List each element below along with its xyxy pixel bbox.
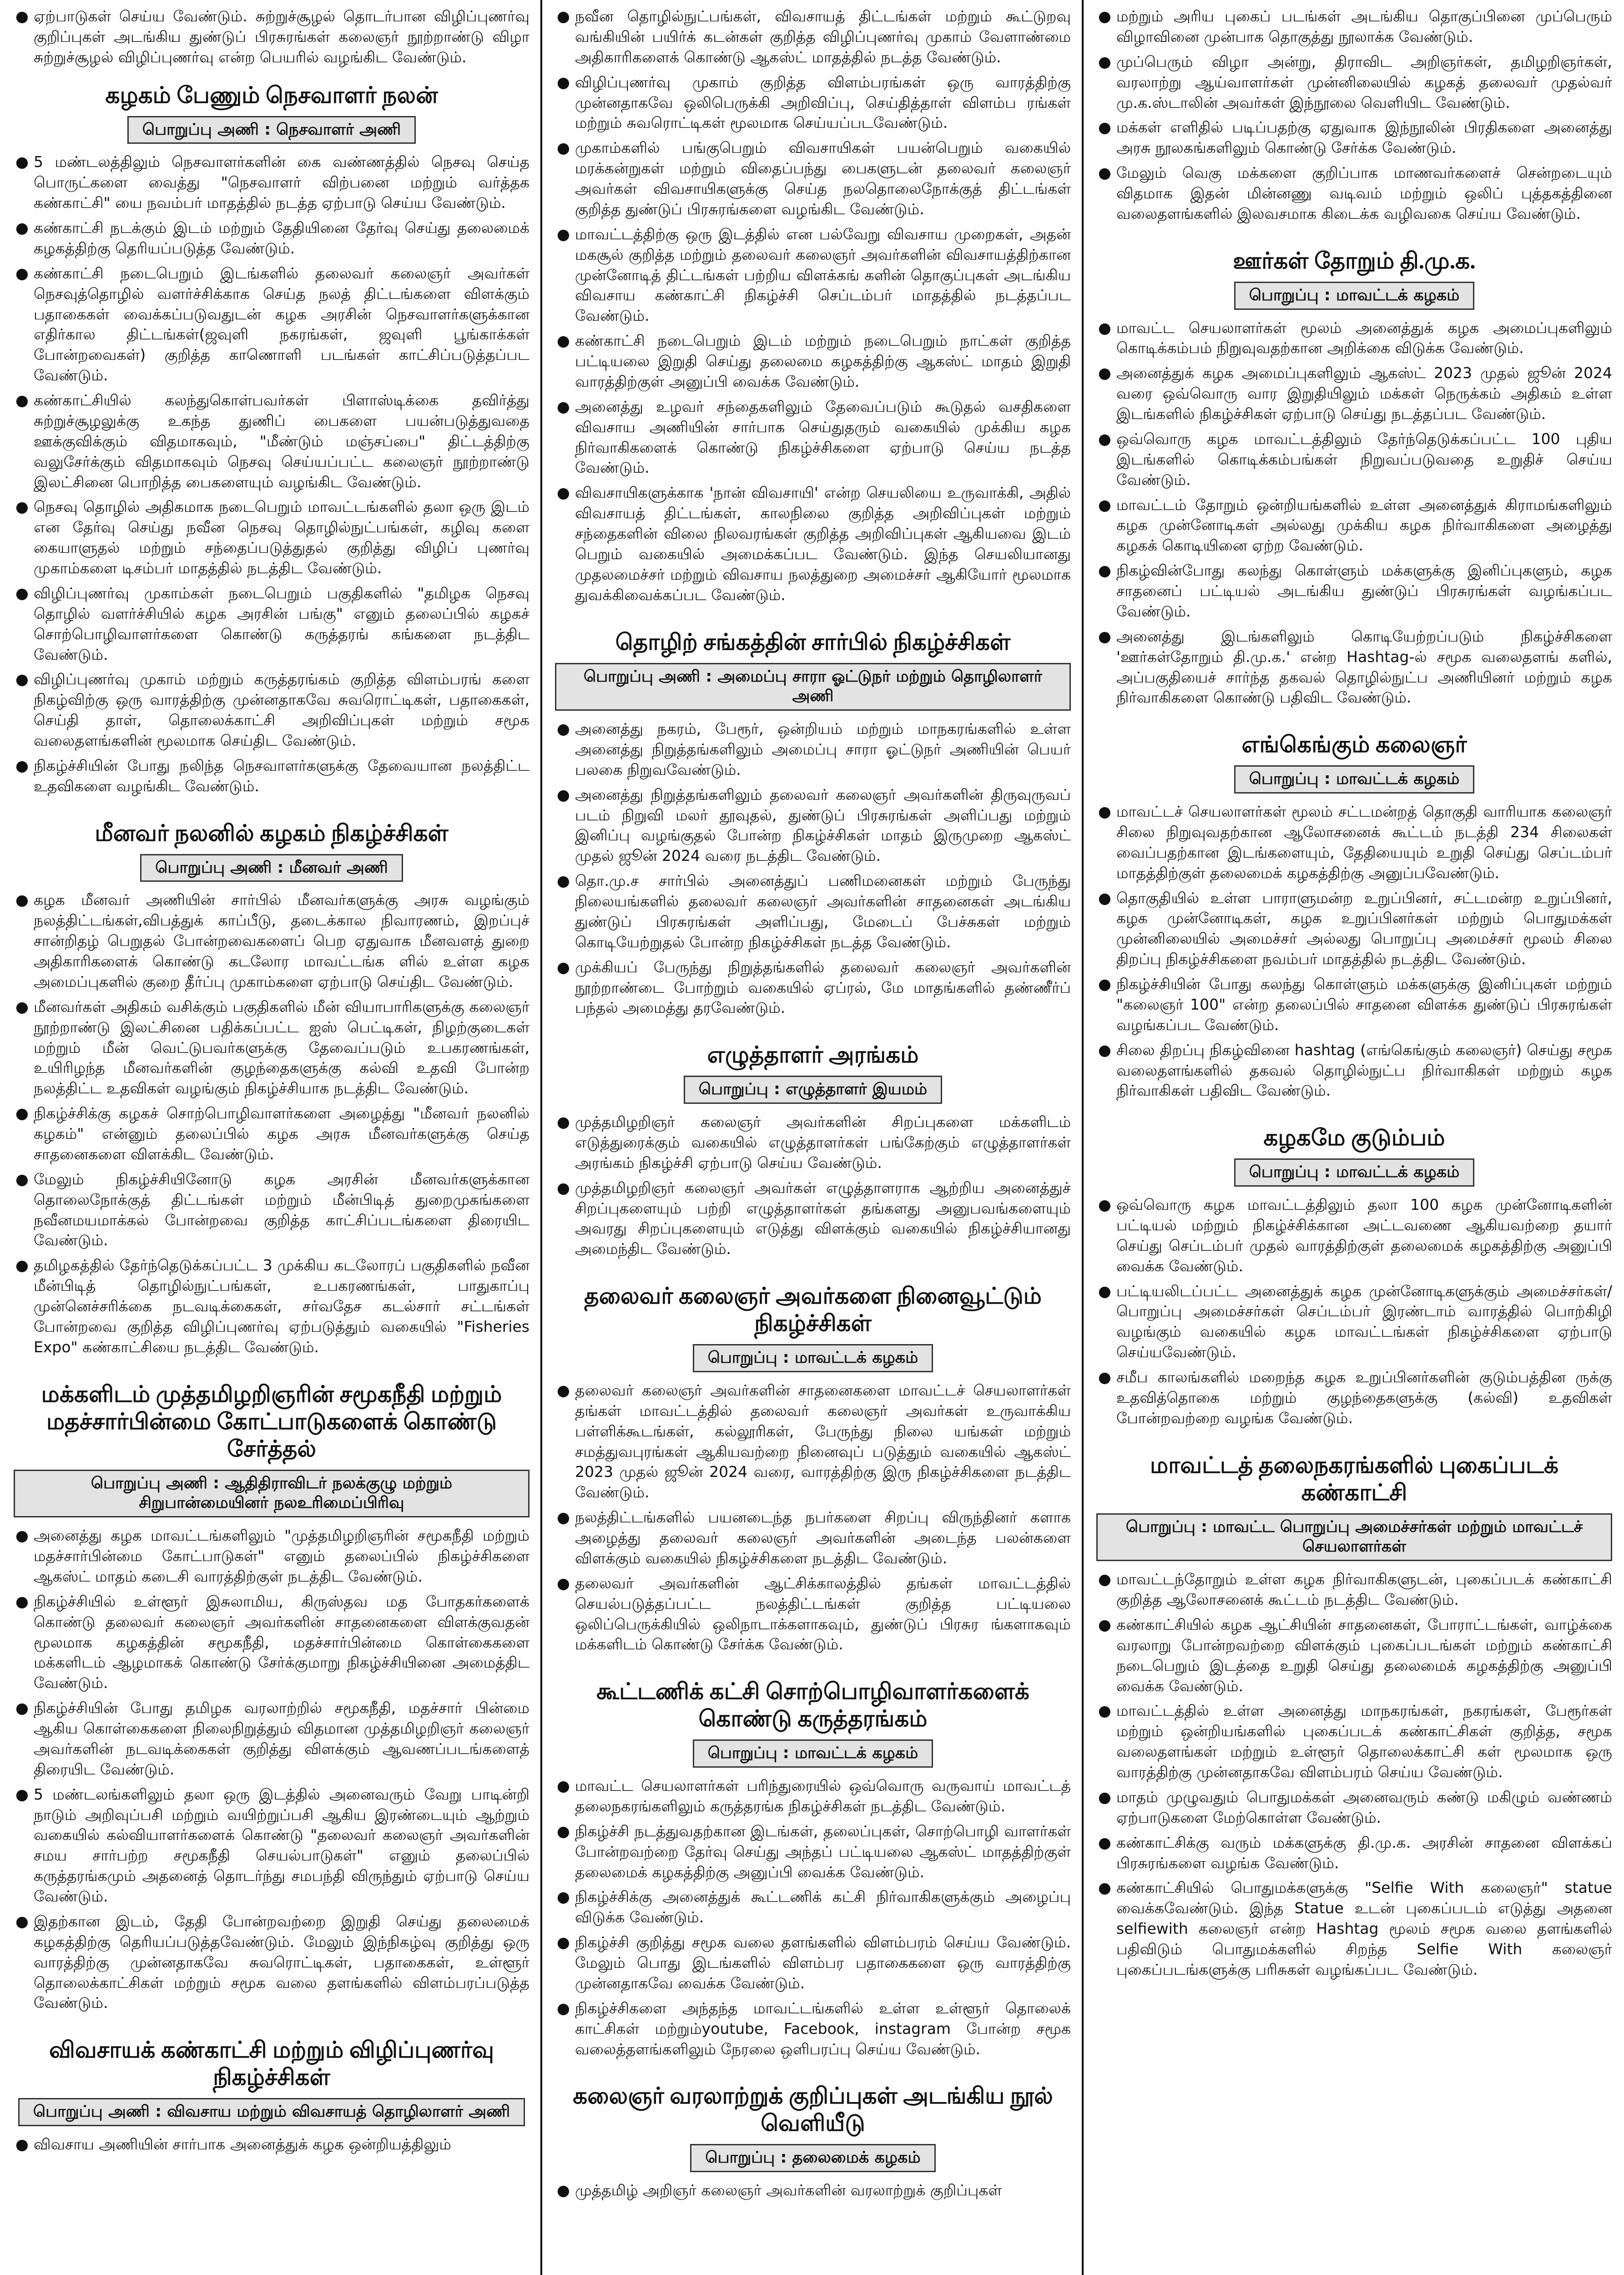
agri-responsible-box: பொறுப்பு அணி : விவசாய மற்றும் விவசாயத் தொழிலாளர் அணி	[18, 2098, 525, 2126]
labour-list	[555, 719, 1071, 1018]
photo-list	[1096, 1569, 1612, 1980]
agri-section-title: விவசாயக் கண்காட்சி மற்றும் விழிப்புணர்வு நிகழ்ச்சிகள்	[49, 2037, 494, 2090]
family-responsible-box: பொறுப்பு : மாவட்டக் கழகம்	[1234, 1158, 1475, 1187]
everywhere-section-title: எங்கெங்கும் கலைஞர்	[1241, 732, 1467, 758]
alliance-item: ● மாவட்ட செயலாளர்கள் பரிந்துரையில் ஒவ்வொரு வருவாய் மாவட்டத் தலைநகரங்களிலும் கருத்தரங்க நிகழ்ச்சிகள் நடத்திட வேண்டும்.	[555, 1776, 1071, 1817]
social-justice-section-title: மக்களிடம் முத்தமிழறிஞரின் சமூகநீதி மற்றும் மதச்சார்பின்மை கோட்பாடுகளைக் கொண்டு சேர்த்தல்	[41, 1381, 502, 1461]
family-item: ● பட்டியலிடப்பட்ட அனைத்துக் கழக முன்னோடிகளுக்கும் அமைச்சர்கள்/பொறுப்பு அமைச்சர்கள் செப்டம்பர் இரண்டாம் வாரத்தில் பொற்கிழி வழங்கும் வகையில் கழக மாவட்டங்கள் நிகழ்ச்சிகளை ஏற்பாடு செய்யவேண்டும்.	[1096, 1281, 1612, 1363]
labour-item: ● முக்கியப் பேருந்து நிறுத்தங்களில் தலைவர் கலைஞர் அவர்களின் நூற்றாண்டை போற்றும் வகையில் ஏப்ரல், மே மாதங்களில் தண்ணீர்ப் பந்தல் அமைத்து தரவேண்டும்.	[555, 957, 1071, 1019]
family-list	[1096, 1195, 1612, 1429]
weaver-item: ● கண்காட்சியில் கலந்துகொள்பவர்கள் பிளாஸ்டிக்கை தவிர்த்து சுற்றுச்சூழலுக்கு உகந்த துணிப் பைகளை பயன்படுத்துவதை ஊக்குவிக்கும் விதமாகவும், "மீண்டும் மஞ்சப்பை" திட்டத்திற்கு வலுசேர்க்கும் விதமாகவும் நெசவு செய்யப்பட்ட கலைஞர் நூற்றாண்டு இலட்சினை பொறித்த பைகளையும் வழங்கிட வேண்டும்.	[14, 390, 530, 492]
weaver-item: ● விழிப்புணர்வு முகாம் மற்றும் கருத்தரங்கம் குறித்த விளம்பரங் களை நிகழ்விற்கு ஒரு வாரத்திற்கு முன்னதாகவே சுவரொட்டிகள், பதாகைகள், செய்தி தாள், தொலைக்காட்சி அறிவிப்புகள் மற்றும் சமூக வலைதளங்களின் மூலமாக செய்திட வேண்டும்.	[14, 669, 530, 751]
agri-item: ● விவசாய அணியின் சார்பாக அனைத்துக் கழக ஒன்றியத்திலும்	[14, 2134, 530, 2155]
weaver-item: ● விழிப்புணர்வு முகாம்கள் நடைபெறும் பகுதிகளில் "தமிழக நெசவு தொழில் வளர்ச்சியில் கழக அரசின் பங்கு" எனும் தலைப்பில் கழகச் சொற்பொழிவாளர்களை கொண்டு கருத்தரங் கங்களை நடத்திட வேண்டும்.	[14, 583, 530, 665]
alliance-item: ● நிகழ்ச்சிக்கு அனைத்துக் கூட்டணிக் கட்சி நிர்வாகிகளுக்கும் அழைப்பு விடுக்க வேண்டும்.	[555, 1887, 1071, 1928]
everywhere-list	[1096, 802, 1612, 1101]
column-1	[0, 0, 541, 2275]
social-justice-list	[14, 1526, 530, 2013]
fishermen-item: ● கழக மீனவர் அணியின் சார்பில் மீனவர்களுக்கு அரசு வழங்கும் நலத்திட்டங்கள்,விபத்துக் காப்பீடு, தடைக்கால நிவாரணம், இறப்புச் சான்றிதழ் பெறுதல் போன்றவைகளைப் பெற ஏதுவாக மீனவளத் துறை அதிகாரிகளைக் கொண்டு கடலோர மாவட்டங்க ளில் உள்ள கழக அமைப்புகளில் குறை தீர்ப்பு முகாம்களை ஏற்பாடு செய்திட வேண்டும்.	[14, 890, 530, 992]
photo-item: ● மாதம் முழுவதும் பொதுமக்கள் அனைவரும் கண்டு மகிழும் வண்ணம் ஏற்பாடுகளை மேற்கொள்ள வேண்டும்.	[1096, 1787, 1612, 1828]
fishermen-responsible-box: பொறுப்பு அணி : மீனவர் அணி	[140, 854, 403, 882]
writers-section-title: எழுத்தாளர் அரங்கம்	[707, 1042, 919, 1068]
col2-intro-item: ● கண்காட்சி நடைபெறும் இடம் மற்றும் நடைபெறும் நாட்கள் குறித்த பட்டியலை இறுதி செய்து தலைமை கழகத்திற்கு ஆகஸ்ட் மாதம் இறுதி வாரத்திற்குள் அனுப்பி வைக்க வேண்டும்.	[555, 331, 1071, 392]
book-section-title: கலைஞர் வரலாற்றுக் குறிப்புகள் அடங்கிய நூல் வெளியீடு	[573, 2083, 1053, 2136]
family-item: ● ஒவ்வொரு கழக மாவட்டத்திலும் தலா 100 கழக முன்னோடிகளின் பட்டியல் மற்றும் நிகழ்ச்சிக்கான அட்டவணை ஆகியவற்றை தயார் செய்து செப்டம்பர் முதல் வாரத்திற்குள் தலைமைக் கழகத்திற்கு அனுப்பி வைக்க வேண்டும்.	[1096, 1195, 1612, 1277]
col2-intro-list	[555, 6, 1071, 606]
labour-responsible-box: பொறுப்பு அணி : அமைப்பு சாரா ஓட்டுநர் மற்றும் தொழிலாளர் அணி	[555, 663, 1071, 711]
photo-responsible-box: பொறுப்பு : மாவட்ட பொறுப்பு அமைச்சர்கள் மற்றும் மாவட்டச் செயலாளர்கள்	[1096, 1513, 1612, 1562]
social-justice-item: ● நிகழ்ச்சியில் உள்ளூர் இசுலாமிய, கிருஸ்தவ மத போதகர்களைக் கொண்டு தலைவர் கலைஞர் அவர்களின் சாதனைகளை விளக்குவதன் மூலமாக கழகத்தின் சமூகநீதி, மதச்சார்பின்மை கொள்கைகளை மக்களிடம் ஆழமாகக் கொண்டு சேர்க்குமாறு நிகழ்ச்சியினை அமைத்திட வேண்டும்.	[14, 1592, 530, 1694]
col3-intro-item: ● மக்கள் எளிதில் படிப்பதற்கு ஏதுவாக இந்நூலின் பிரதிகளை அனைத்து அரசு நூலகங்களிலும் கொண்டு சேர்க்க வேண்டும்.	[1096, 117, 1612, 158]
social-justice-item: ● இதற்கான இடம், தேதி போன்றவற்றை இறுதி செய்து தலைமைக் கழகத்திற்கு தெரியப்படுத்தவேண்டும். மேலும் இந்நிகழ்வு குறித்து ஒரு வாரத்திற்கு முன்னதாகவே சுவரொட்டிகள், பதாகைகள், உள்ளூர் தொலைக்காட்சிகள் மற்றும் சமூக வலை தளங்களில் விளம்பரப்படுத்த வேண்டும்.	[14, 1911, 530, 2013]
col2-intro-item: ● நவீன தொழில்நுட்பங்கள், விவசாயத் திட்டங்கள் மற்றும் கூட்டுறவு வங்கியின் பயிர்க் கடன்கள் குறித்த விழிப்புணர்வு முகாம் வேளாண்மை அதிகாரிகளைக் கொண்டு ஆகஸ்ட் மாதத்தில் நடத்த வேண்டும்.	[555, 6, 1071, 68]
villages-responsible-box: பொறுப்பு : மாவட்டக் கழகம்	[1234, 282, 1475, 310]
col2-intro-item: ● அனைத்து உழவர் சந்தைகளிலும் தேவைப்படும் கூடுதல் வசதிகளை விவசாய அணியின் சார்பாக செய்துதரும் வகையில் முக்கிய கழக நிர்வாகிகளைக் கொண்டு நிகழ்ச்சிகளை ஏற்பாடு செய்ய நடத்த வேண்டும்.	[555, 397, 1071, 479]
fishermen-list	[14, 890, 530, 1357]
labour-item: ● தொ.மு.ச சார்பில் அனைத்துப் பணிமனைகள் மற்றும் பேருந்து நிலையங்களில் தலைவர் கலைஞர் அவர்களின் சாதனைகள் அடங்கிய துண்டுப் பிரசுரங்கள் அளிப்பது, மேடைப் பேச்சுகள் மற்றும் கொடியேற்றுதல் போன்ற நிகழ்ச்சிகள் நடத்த வேண்டும்.	[555, 871, 1071, 953]
photo-item: ● கண்காட்சியில் கழக ஆட்சியின் சாதனைகள், போராட்டங்கள், வாழ்க்கை வரலாறு போன்றவற்றை விளக்கும் புகைப்படங்கள் மற்றும் கண்காட்சி நடைபெறும் இடத்தை உறுதி செய்து தலைமைக் கழகத்திற்கு அனுப்பி வைக்க வேண்டும்.	[1096, 1615, 1612, 1697]
everywhere-item: ● மாவட்டச் செயலாளர்கள் மூலம் சட்டமன்றத் தொகுதி வாரியாக கலைஞர் சிலை நிறுவுவதற்கான ஆலோசனைக் கூட்டம் நடத்தி 234 சிலைகள் வைப்பதற்கான இடங்களையும், தேதியையும் உறுதி செய்து செப்டம்பர் மாதத்திற்குள் தலைமைக் கழகத்திற்கு அனுப்பவேண்டும்.	[1096, 802, 1612, 884]
fishermen-item: ● மேலும் நிகழ்ச்சியினோடு கழக அரசின் மீனவர்களுக்கான தொலைநோக்குத் திட்டங்கள் மற்றும் மீன்பிடித் துறைமுகங்களை நவீனமயமாக்கல் போன்றவை குறித்த காட்சிப்படங்களை திரையிட வேண்டும்.	[14, 1169, 530, 1251]
fishermen-item: ● மீனவர்கள் அதிகம் வசிக்கும் பகுதிகளில் மீன் வியாபாரிகளுக்கு கலைஞர் நூற்றாண்டு இலட்சினை பதிக்கப்பட்ட ஐஸ் பெட்டிகள், நிழற்குடைகள் மற்றும் மீன் வெட்டுபவர்களுக்கு தேவைப்படும் உபகரணங்கள், உயிரிழந்த மீனவர்களின் குழந்தைகளுக்கு கல்வி உதவி போன்ற நலத்திட்ட உதவிகள் வழங்கும் நிகழ்ச்சியாக நடத்திட வேண்டும்.	[14, 997, 530, 1099]
labour-item: ● அனைத்து நிறுத்தங்களிலும் தலைவர் கலைஞர் அவர்களின் திருவுருவப் படம் நிறுவி மலர் தூவுதல், துண்டுப் பிரசுரங்கள் அளிப்பது மற்றும் இனிப்பு வழங்குதல் போன்ற நிகழ்ச்சிகள் மாதம் இருமுறை ஆகஸ்ட் முதல் ஜூன் 2024 வரை நடத்திட வேண்டும்.	[555, 785, 1071, 867]
alliance-responsible-box: பொறுப்பு : மாவட்டக் கழகம்	[693, 1739, 933, 1768]
weaver-item: ● கண்காட்சி நடக்கும் இடம் மற்றும் தேதியினை தேர்வு செய்து தலைமைக் கழகத்திற்கு தெரியப்படுத்த வேண்டும்.	[14, 218, 530, 259]
weaver-item: ● கண்காட்சி நடைபெறும் இடங்களில் தலைவர் கலைஞர் அவர்கள் நெசவுத்தொழில் வளர்ச்சிக்காக செய்த நலத் திட்டங்களை விளக்கும் பதாகைகள் வைக்கப்படுவதுடன் கழக அரசின் நெசவாளர்களுக்கான எதிர்கால திட்டங்கள்(ஜவுளி நகரங்கள், ஜவுளி பூங்காக்கள் போன்றவைகள்) குறித்த காணொளி படங்கள் காட்சிப்படுத்தப்பட வேண்டும்.	[14, 263, 530, 386]
col3-intro-item: ● மற்றும் அரிய புகைப் படங்கள் அடங்கிய தொகுப்பினை முப்பெரும் விழாவினை முன்பாக தொகுத்து நூலாக்க வேண்டும்.	[1096, 6, 1612, 47]
villages-item: ● மாவட்டம் தோறும் ஒன்றியங்களில் உள்ள அனைத்துக் கிராமங்களிலும் கழக முன்னோடிகள் அல்லது முக்கிய கழக நிர்வாகிகளை அழைத்து கழகக் கொடியினை ஏற்ற வேண்டும்.	[1096, 495, 1612, 556]
villages-item: ● ஒவ்வொரு கழக மாவட்டத்திலும் தேர்ந்தெடுக்கப்பட்ட 100 புதிய இடங்களில் கொடிக்கம்பங்கள் நிறுவப்படுவதை உறுதிச் செய்ய வேண்டும்.	[1096, 429, 1612, 490]
villages-item: ● அனைத்துக் கழக அமைப்புகளிலும் ஆகஸ்ட் 2023 முதல் ஜூன் 2024 வரை ஒவ்வொரு வார இறுதியிலும் மக்கள் நெருக்கம் அதிகம் உள்ள இடங்களில் நிகழ்ச்சிகள் ஏற்பாடு செய்து நடத்தப்பட வேண்டும்.	[1096, 363, 1612, 425]
weaver-item: ● நெசவு தொழில் அதிகமாக நடைபெறும் மாவட்டங்களில் தலா ஒரு இடம் என தேர்வு செய்து நவீன நெசவு தொழில்நுட்பங்கள், கழிவு களை கையாளுதல் மற்றும் சந்தைப்படுத்துதல் குறித்து விழிப் புணர்வு முகாம்களை டிசம்பர் மாதத்தில் நடத்திட வேண்டும்.	[14, 497, 530, 579]
photo-item: ● மாவட்டந்தோறும் உள்ள கழக நிர்வாகிகளுடன், புகைப்படக் கண்காட்சி குறித்த ஆலோசனைக் கூட்டம் நடத்திட வேண்டும்.	[1096, 1569, 1612, 1610]
labour-section-title: தொழிற் சங்கத்தின் சார்பில் நிகழ்ச்சிகள்	[615, 629, 1011, 655]
labour-item: ● அனைத்து நகரம், பேரூர், ஒன்றியம் மற்றும் மாநகரங்களில் உள்ள அனைத்து நிறுத்தங்களிலும் அமைப்பு சாரா ஓட்டுநர் அணியின் பெயர் பலகை நிறுவவேண்டும்.	[555, 719, 1071, 780]
social-justice-item: ● நிகழ்ச்சியின் போது தமிழக வரலாற்றில் சமூகநீதி, மதச்சார் பின்மை ஆகிய கொள்கைகளை நிலைநிறுத்தும் விதமான முத்தமிழறிஞர் கலைஞர் அவர்களின் நடவடிக்கைகள் குறித்து விளக்கும் ஆவணப்படங்களைத் திரையிட வேண்டும்.	[14, 1698, 530, 1780]
villages-item: ● அனைத்து இடங்களிலும் கொடியேற்றப்படும் நிகழ்ச்சிகளை 'ஊர்கள்தோறும் தி.மு.க.' என்ற Hashtag-ல் சமூக வலைதளங் களில், அப்பகுதியைச் சார்ந்த தகவல் தொழில்நுட்ப அணியினர் மற்றும் கழக நிர்வாகிகளை கொண்டு பதிவிட வேண்டும்.	[1096, 627, 1612, 708]
weaver-section-title: கழகம் பேணும் நெசவாளர் நலன்	[105, 82, 438, 108]
memorial-list	[555, 1380, 1071, 1655]
weaver-list	[14, 152, 530, 796]
photo-item: ● மாவட்டத்தில் உள்ள அனைத்து மாநகரங்கள், நகரங்கள், பேரூர்கள் மற்றும் ஒன்றியங்களில் புகைப்படக் கண்காட்சிகள் குறித்த, சமூக வலைதளங்கள் மற்றும் உள்ளூர் தொலைக்காட்சி கள் மூலமாக ஒரு வாரத்திற்கு முன்னதாகவே விளம்பரம் செய்ய வேண்டும்.	[1096, 1701, 1612, 1783]
weaver-responsible-box: பொறுப்பு அணி : நெசவாளர் அணி	[127, 116, 416, 144]
fishermen-section-title: மீனவர் நலனில் கழகம் நிகழ்ச்சிகள்	[95, 820, 449, 846]
memorial-item: ● நலத்திட்டங்களில் பயனடைந்த நபர்களை சிறப்பு விருந்தினர் களாக அழைத்து தலைவர் கலைஞர் அவர்களின் அடைந்த பலன்களை விளக்கும் வகையில் நிகழ்ச்சிகளை நடத்திட வேண்டும்.	[555, 1507, 1071, 1569]
villages-section-title: ஊர்கள் தோறும் தி.மு.க.	[1233, 248, 1476, 273]
everywhere-responsible-box: பொறுப்பு : மாவட்டக் கழகம்	[1234, 765, 1475, 794]
book-item: ● முத்தமிழ் அறிஞர் கலைஞர் அவர்களின் வரலாற்றுக் குறிப்புகள்	[555, 2180, 1071, 2201]
col2-intro-item: ● மாவட்டத்திற்கு ஒரு இடத்தில் என பல்வேறு விவசாய முறைகள், அதன் மகசூல் குறித்த மற்றும் தலைவர் கலைஞர் அவர்களின் விவசாயத்திற்கான முன்னோடித் திட்டங்கள் பற்றிய விளக்கங் களின் தொகுப்புகள் அடங்கிய விவசாய கண்காட்சி நிகழ்ச்சி செப்டம்பர் மாதத்தில் நடத்தப்பட வேண்டும்.	[555, 224, 1071, 326]
col1-intro-item: ● ஏற்பாடுகள் செய்ய வேண்டும். சுற்றுச்சூழல் தொடர்பான விழிப்புணர்வு குறிப்புகள் அடங்கிய துண்டுப் பிரசுரங்கள் கலைஞர் நூற்றாண்டு விழா சுற்றுச்சூழல் விழிப்புணர்வு என்ற பெயரில் வழங்கிட வேண்டும்.	[14, 6, 530, 68]
alliance-item: ● நிகழ்ச்சிகளை அந்தந்த மாவட்டங்களில் உள்ள உள்ளூர் தொலைக் காட்சிகள் மற்றும்youtube, Facebook, instagram போன்ற சமூக வலைத்தளங்களிலும் நேரலை ஒளிபரப்பு செய்ய வேண்டும்.	[555, 1998, 1071, 2060]
memorial-item: ● தலைவர் கலைஞர் அவர்களின் சாதனைகளை மாவட்டச் செயலாளர்கள் தங்கள் மாவட்டத்தில் தலைவர் கலைஞர் அவர்கள் உருவாக்கிய பள்ளிக்கூடங்கள், கல்லூரிகள், பேருந்து நிலை யங்கள் மற்றும் சமத்துவபுரங்கள் ஆகியவற்றை நினைவுப் படுத்தும் வகையில் ஆகஸ்ட் 2023 முதல் ஜூன் 2024 வரை, வாரத்திற்கு இரு நிகழ்ச்சிகளை நடத்திட வேண்டும்.	[555, 1380, 1071, 1503]
everywhere-item: ● சிலை திறப்பு நிகழ்வினை hashtag (எங்கெங்கும் கலைஞர்) செய்து சமூக வலைதளங்களில் தகவல் தொழில்நுட்ப நிர்வாகிகள் மற்றும் கழக நிர்வாகிகள் பதிவிட வேண்டும்.	[1096, 1040, 1612, 1102]
villages-item: ● மாவட்ட செயலாளர்கள் மூலம் அனைத்துக் கழக அமைப்புகளிலும் கொடிக்கம்பம் நிறுவுவதற்கான அறிக்கை விடுக்க வேண்டும்.	[1096, 318, 1612, 359]
alliance-list	[555, 1776, 1071, 2059]
col3-intro-list	[1096, 6, 1612, 224]
col1-intro-list	[14, 6, 530, 68]
memorial-section-title: தலைவர் கலைஞர் அவர்களை நினைவூட்டும் நிகழ்ச்சிகள்	[584, 1283, 1042, 1336]
writers-responsible-box: பொறுப்பு : எழுத்தாளர் இயமம்	[684, 1076, 942, 1104]
everywhere-item: ● நிகழ்ச்சியின் போது கலந்து கொள்ளும் மக்களுக்கு இனிப்புகள் மற்றும் "கலைஞர் 100" என்ற தலைப்பில் சாதனை விளக்க துண்டுப் பிரசுரங்கள் வழங்கப்பட வேண்டும்.	[1096, 974, 1612, 1036]
memorial-responsible-box: பொறுப்பு : மாவட்டக் கழகம்	[693, 1344, 933, 1372]
everywhere-item: ● தொகுதியில் உள்ள பாராளுமன்ற உறுப்பினர், சட்டமன்ற உறுப்பினர், கழக முன்னோடிகள், கழக உறுப்பினர்கள் மற்றும் பொதுமக்கள் முன்னிலையில் அமைச்சர் அல்லது பொறுப்பு அமைச்சர் மூலம் சிலை திறப்பு நிகழ்ச்சிகளை நவம்பர் மாதத்தில் நடத்திட வேண்டும்.	[1096, 888, 1612, 970]
col2-intro-item: ● முகாம்களில் பங்குபெறும் விவசாயிகள் பயன்பெறும் வகையில் மரக்கன்றுகள் மற்றும் விதைப்பந்து பைகளுடன் தலைவர் கலைஞர் அவர்கள் விவசாயிகளுக்கு செய்த நலதொலைநோக்குத் திட்டங்கள் குறித்த துண்டுப் பிரசுரங்களை வழங்கிட வேண்டும்.	[555, 138, 1071, 220]
alliance-section-title: கூட்டணிக் கட்சி சொற்பொழிவாளர்களைக் கொண்டு கருத்தரங்கம்	[596, 1678, 1029, 1732]
memorial-item: ● தலைவர் அவர்களின் ஆட்சிக்காலத்தில் தங்கள் மாவட்டத்தில் செயல்படுத்தப்பட்ட நலத்திட்டங்கள் குறித்த பட்டியலை ஒலிப்பெருக்கியில் ஒலிநாடாக்களாகவும், துண்டுப் பிரசுர ங்களாகவும் மக்களிடம் கொண்டு சேர்க்க வேண்டும்.	[555, 1573, 1071, 1655]
social-justice-item: ● 5 மண்டலங்களிலும் தலா ஒரு இடத்தில் அனைவரும் வேறு பாடின்றி நாடும் அறிவுப்பசி மற்றும் வயிற்றுப்பசி ஆகிய இரண்டையும் ஆற்றும் வகையில் கல்வியாளர்களைக் கொண்டு "தலைவர் கலைஞர் அவர்களின் சமய சார்பற்ற சமூகநீதி செயல்பாடுகள்" எனும் தலைப்பில் கருத்தரங்கமும் அதனைத் தொடர்ந்து சமபந்தி விருந்தும் ஏற்பாடு செய்ய வேண்டும்.	[14, 1785, 530, 1907]
family-item: ● சமீப காலங்களில் மறைந்த கழக உறுப்பினர்களின் குடும்பத்தின ருக்கு உதவித்தொகை மற்றும் குழந்தைகளுக்கு (கல்வி) உதவிகள் போன்றவற்றை வழங்க வேண்டும்.	[1096, 1367, 1612, 1429]
alliance-item: ● நிகழ்ச்சி குறித்து சமூக வலை தளங்களில் விளம்பரம் செய்ய வேண்டும். மேலும் பொது இடங்களில் விளம்பர பதாகைகளை ஒரு வாரத்திற்கு முன்னதாகவே வைக்க வேண்டும்.	[555, 1932, 1071, 1994]
writers-list	[555, 1112, 1071, 1259]
column-3	[1083, 0, 1624, 2275]
alliance-item: ● நிகழ்ச்சி நடத்துவதற்கான இடங்கள், தலைப்புகள், சொற்பொழி வாளர்கள் போன்றவற்றை தேர்வு செய்து அந்தப் பட்டியலை ஆகஸ்ட் மாதத்திற்குள் தலைமைக் கழகத்திற்கு அனுப்பி வைக்க வேண்டும்.	[555, 1821, 1071, 1883]
agri-list	[14, 2134, 530, 2155]
column-2	[541, 0, 1083, 2275]
weaver-item: ● 5 மண்டலத்திலும் நெசவாளர்களின் கை வண்ணத்தில் நெசவு செய்த பொருட்களை வைத்து "நெசவாளர் விற்பனை மற்றும் வர்த்தக கண்காட்சி" யை நவம்பர் மாதத்தில் நடத்த ஏற்பாடு செய்ய வேண்டும்.	[14, 152, 530, 213]
photo-section-title: மாவட்டத் தலைநகரங்களில் புகைப்படக் கண்காட்சி	[1150, 1452, 1558, 1505]
col2-intro-item: ● விவசாயிகளுக்காக 'நான் விவசாயி' என்ற செயலியை உருவாக்கி, அதில் விவசாயத் திட்டங்கள், காலநிலை குறித்த அறிவிப்புகள் மற்றும் சந்தைகளின் விலை நிலவரங்கள் குறித்த அறிவிப்புகள் ஆகியவை இடம் பெறும் வகையில் அமைக்கப்பட வேண்டும். இந்த செயலியானது முதலமைச்சர் மற்றும் விவசாய நலத்துறை அமைச்சர் ஆகியோர் மூலமாக துவக்கிவைக்கப்பட வேண்டும்.	[555, 483, 1071, 605]
fishermen-item: ● தமிழகத்தில் தேர்ந்தெடுக்கப்பட்ட 3 முக்கிய கடலோரப் பகுதிகளில் நவீன மீன்பிடித் தொழில்நுட்பங்கள், உபகரணங்கள், பாதுகாப்பு முன்னெச்சரிக்கை நடவடிக்கைகள், சர்வதேச கடல்சார் சட்டங்கள் போன்றவை குறித்த விழிப்புணர்வு ஏற்படுத்தும் வகையில் "Fisheries Expo" கண்காட்சியை நடத்திட வேண்டும்.	[14, 1255, 530, 1357]
villages-item: ● நிகழ்வின்போது கலந்து கொள்ளும் மக்களுக்கு இனிப்புகளும், கழக சாதனைப் பட்டியல் அடங்கிய துண்டுப் பிரசுரங்கள் வழங்கப்பட வேண்டும்.	[1096, 561, 1612, 622]
col3-intro-item: ● முப்பெரும் விழா அன்று, திராவிட அறிஞர்கள், தமிழறிஞர்கள், வரலாற்று ஆய்வாளர்கள் முன்னிலையில் கழகத் தலைவர் முதல்வர் மு.க.ஸ்டாலின் அவர்கள் இந்நூலை வெளியிட வேண்டும்.	[1096, 52, 1612, 113]
book-responsible-box: பொறுப்பு : தலைமைக் கழகம்	[690, 2144, 935, 2172]
family-section-title: கழகமே குடும்பம்	[1263, 1125, 1445, 1151]
col3-intro-item: ● மேலும் வெகு மக்களை குறிப்பாக மாணவர்களைச் சென்றடையும் விதமாக இதன் மின்னணு வடிவம் மற்றும் ஒலிப் புத்தகத்தினை வலைதளங்களில் இலவசமாக கிடைக்க வழிவகை செய்ய வேண்டும்.	[1096, 163, 1612, 224]
col2-intro-item: ● விழிப்புணர்வு முகாம் குறித்த விளம்பரங்கள் ஒரு வாரத்திற்கு முன்னதாகவே ஒலிபெருக்கி அறிவிப்பு, செய்தித்தாள் விளம்ப ரங்கள் மற்றும் சுவரொட்டிகள் மூலமாக செய்யப்படவேண்டும்.	[555, 72, 1071, 134]
fishermen-item: ● நிகழ்ச்சிக்கு கழகச் சொற்பொழிவாளர்களை அழைத்து "மீனவர் நலனில் கழகம்" என்னும் தலைப்பில் கழக அரசு மீனவர்களுக்கு செய்த சாதனைகளை விளக்கிட வேண்டும்.	[14, 1103, 530, 1165]
writers-item: ● முத்தமிழறிஞர் கலைஞர் அவர்கள் எழுத்தாளராக ஆற்றிய அனைத்துச் சிறப்புகளையும் பற்றி எழுத்தாளர்கள் தங்களது அனுபவங்களையும் அவரது சிறப்புகளையும் எடுத்து விளக்கும் வகையில் நிகழ்ச்சியானது அமைந்திட வேண்டும்.	[555, 1178, 1071, 1260]
villages-list	[1096, 318, 1612, 708]
social-justice-responsible-box: பொறுப்பு அணி : ஆதிதிராவிடர் நலக்குழு மற்றும் சிறுபான்மையினர் நலஉரிமைப்பிரிவு	[14, 1470, 530, 1518]
writers-item: ● முத்தமிழறிஞர் கலைஞர் அவர்களின் சிறப்புகளை மக்களிடம் எடுத்துரைக்கும் வகையில் எழுத்தாளர்கள் பங்கேற்கும் எழுத்தாளர்கள் அரங்கம் நிகழ்ச்சி ஏற்பாடு செய்ய வேண்டும்.	[555, 1112, 1071, 1173]
social-justice-item: ● அனைத்து கழக மாவட்டங்களிலும் "முத்தமிழறிஞரின் சமூகநீதி மற்றும் மதச்சார்பின்மை கோட்பாடுகள்" எனும் தலைப்பில் நிகழ்ச்சிகளை ஆகஸ்ட் மாதம் கடைசி வாரத்திற்குள் நடத்திட வேண்டும்.	[14, 1526, 530, 1587]
photo-item: ● கண்காட்சிக்கு வரும் மக்களுக்கு தி.மு.க. அரசின் சாதனை விளக்கப் பிரசுரங்களை வழங்க வேண்டும்.	[1096, 1833, 1612, 1874]
weaver-item: ● நிகழ்ச்சியின் போது நலிந்த நெசவாளர்களுக்கு தேவையான நலத்திட்ட உதவிகளை வழங்கிட வேண்டும்.	[14, 756, 530, 797]
book-list	[555, 2180, 1071, 2201]
photo-item: ● கண்காட்சியில் பொதுமக்களுக்கு "Selfie With கலைஞர்" statue வைக்கவேண்டும். இந்த Statue உடன் புகைப்படம் எடுத்து அதனை selfiewith கலைஞர் என்ற Hashtag மூலம் சமூக வலை தளங்களில் பதிவிடும் பொதுமக்களில் சிறந்த Selfie With கலைஞர் புகைப்படங்களுக்கு பரிசுகள் வழங்கப்பட வேண்டும்.	[1096, 1878, 1612, 1980]
